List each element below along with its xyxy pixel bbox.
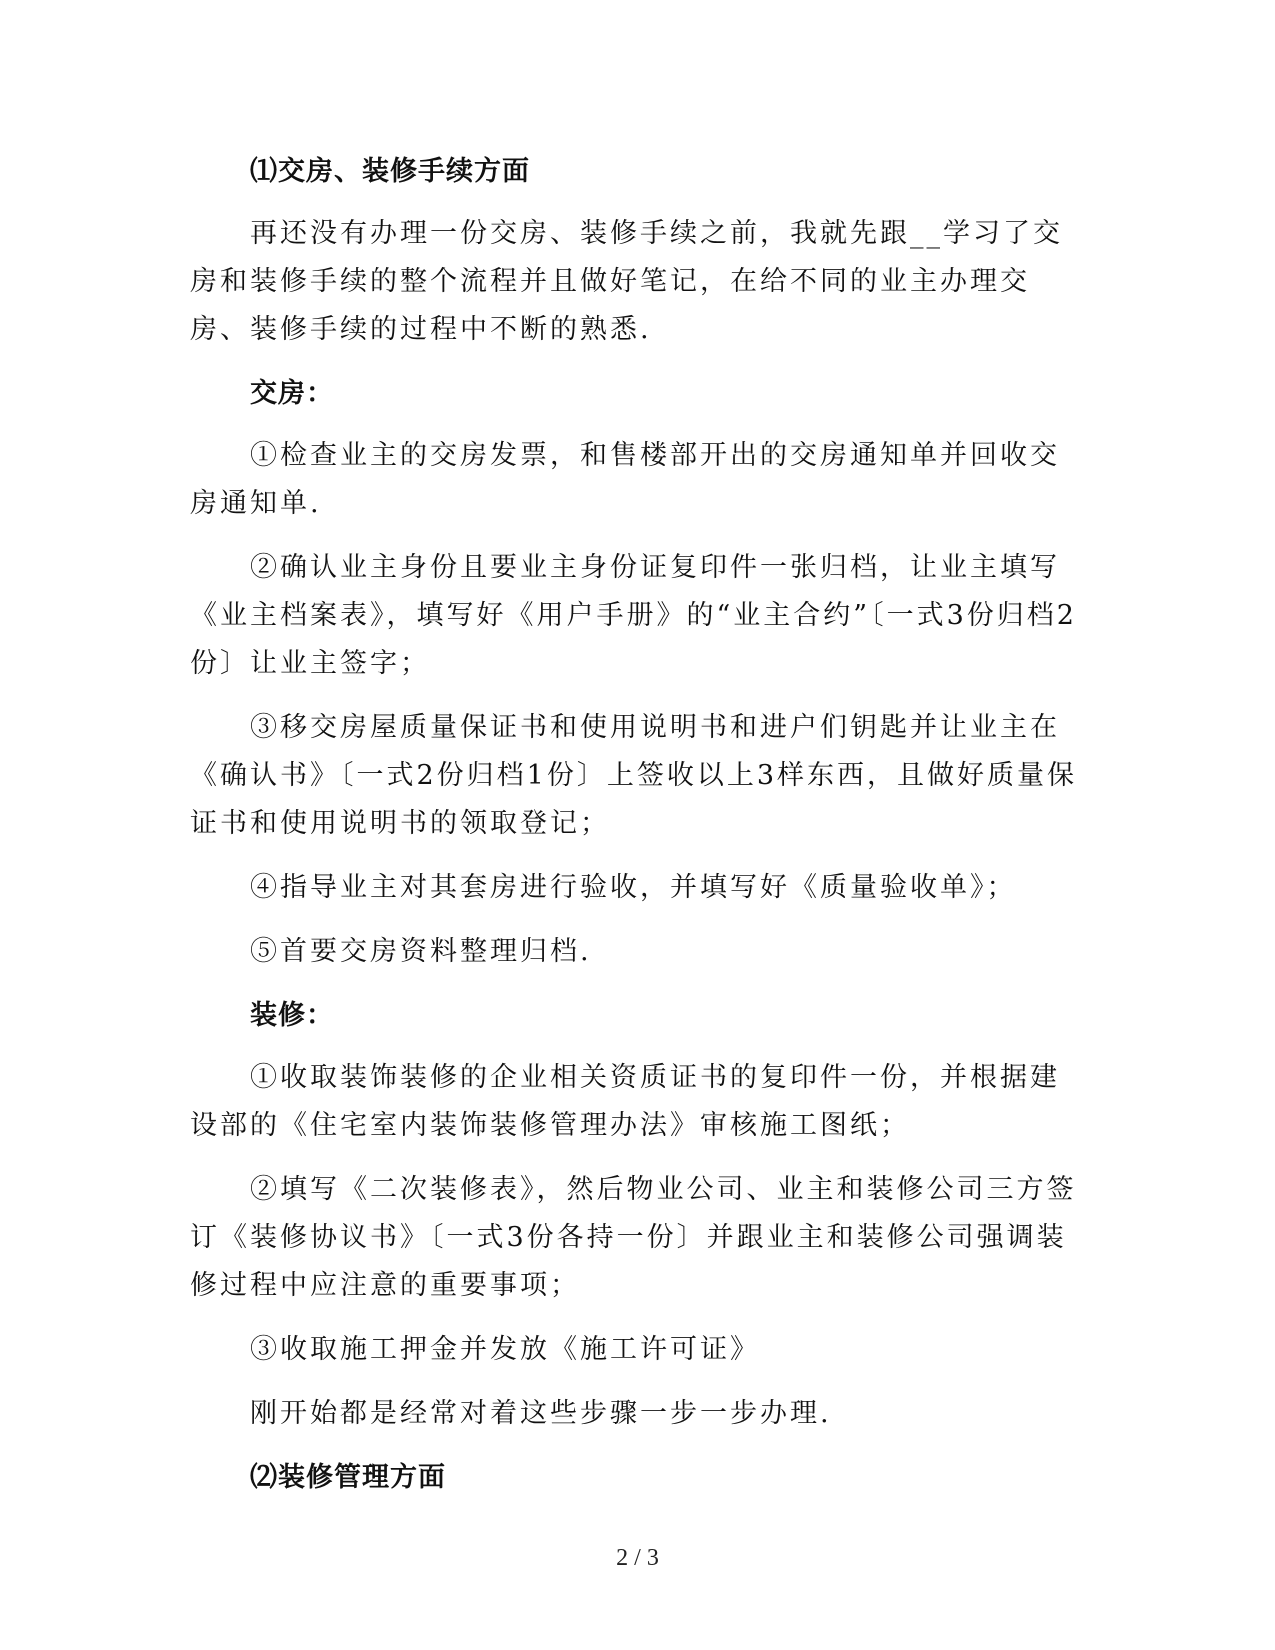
handover-step-4: ④指导业主对其套房进行验收，并填写好《质量验收单》；	[250, 872, 1017, 903]
closing-paragraph: 刚开始都是经常对着这些步骤一步一步办理.	[250, 1398, 832, 1429]
section-heading-renovation-management: ⑵装修管理方面	[250, 1462, 446, 1493]
handover-step-3: ③移交房屋质量保证书和使用说明书和进户们钥匙并让业主在《确认书》〔一式2份归档1份〕上签收以上3样东西，且做好质量保证书和使用说明书的领取登记；	[190, 712, 1078, 839]
subheading-renovation: 装修：	[250, 1000, 334, 1031]
renovation-step-1: ①收取装饰装修的企业相关资质证书的复印件一份，并根据建设部的《住宅室内装饰装修管理办法》审核施工图纸；	[190, 1062, 1060, 1141]
subheading-handover: 交房：	[250, 378, 334, 409]
handover-step-5: ⑤首要交房资料整理归档.	[250, 936, 592, 967]
page-number: 2 / 3	[616, 1545, 659, 1571]
handover-step-2: ②确认业主身份且要业主身份证复印件一张归档，让业主填写《业主档案表》，填写好《用户手册》的“业主合约”〔一式3份归档2份〕让业主签字；	[190, 552, 1077, 679]
section-heading-handover-renovation: ⑴交房、装修手续方面	[250, 156, 530, 187]
document-body	[190, 148, 1080, 1502]
renovation-step-3: ③收取施工押金并发放《施工许可证》	[250, 1334, 760, 1365]
renovation-step-2: ②填写《二次装修表》，然后物业公司、业主和装修公司三方签订《装修协议书》〔一式3份各持一份〕并跟业主和装修公司强调装修过程中应注意的重要事项；	[190, 1174, 1077, 1301]
handover-step-1: ①检查业主的交房发票，和售楼部开出的交房通知单并回收交房通知单.	[190, 440, 1060, 519]
intro-paragraph: 再还没有办理一份交房、装修手续之前，我就先跟__学习了交房和装修手续的整个流程并且做好笔记，在给不同的业主办理交房、装修手续的过程中不断的熟悉.	[190, 218, 1063, 345]
